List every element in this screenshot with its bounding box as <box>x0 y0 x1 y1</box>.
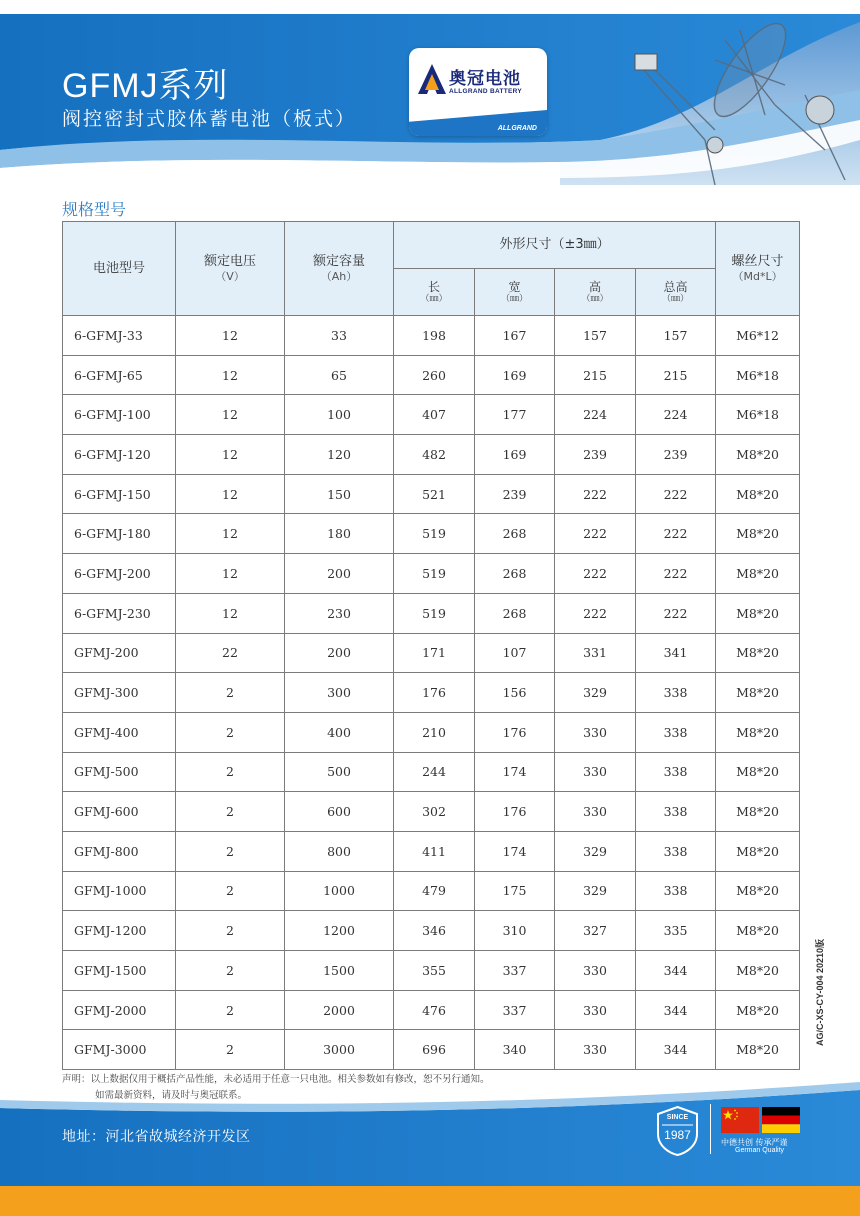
header-dimensions-label: 外形尺寸（±3㎜） <box>499 237 610 252</box>
header-length <box>394 269 475 316</box>
cell-width: 337 <box>475 990 555 1030</box>
cell-total-height: 344 <box>636 951 716 991</box>
cell-height: 327 <box>555 911 636 951</box>
cell-width: 239 <box>475 474 555 514</box>
table-row <box>63 355 800 395</box>
cell-capacity: 120 <box>285 435 394 475</box>
cell-length: 244 <box>394 752 475 792</box>
table-row <box>63 633 800 673</box>
table-row <box>63 316 800 356</box>
cell-screw: M8*20 <box>716 673 800 713</box>
cell-width: 175 <box>475 871 555 911</box>
cell-voltage: 2 <box>176 1030 285 1070</box>
cell-total-height: 344 <box>636 1030 716 1070</box>
cell-height: 215 <box>555 355 636 395</box>
cell-voltage: 22 <box>176 633 285 673</box>
cell-width: 174 <box>475 831 555 871</box>
table-row <box>63 990 800 1030</box>
table-row <box>63 593 800 633</box>
cell-length: 479 <box>394 871 475 911</box>
cell-voltage: 2 <box>176 951 285 991</box>
header-height-unit: （㎜） <box>581 293 609 304</box>
since-label: SINCE <box>666 1114 689 1121</box>
quality-slogan-cn: 中德共创 传承严谨 <box>721 1138 788 1147</box>
header-screw-unit: （Md*L） <box>732 270 783 283</box>
cell-screw: M8*20 <box>716 752 800 792</box>
cell-total-height: 338 <box>636 831 716 871</box>
cell-height: 330 <box>555 792 636 832</box>
cell-length: 482 <box>394 435 475 475</box>
cell-total-height: 341 <box>636 633 716 673</box>
cell-screw: M8*20 <box>716 871 800 911</box>
table-row <box>63 395 800 435</box>
brand-logo <box>409 48 547 136</box>
cell-capacity: 2000 <box>285 990 394 1030</box>
since-year: 1987 <box>664 1128 691 1142</box>
cell-screw: M8*20 <box>716 792 800 832</box>
spec-table <box>62 221 800 1070</box>
cell-voltage: 2 <box>176 911 285 951</box>
cell-model: GFMJ-1200 <box>63 911 176 951</box>
cell-screw: M8*20 <box>716 911 800 951</box>
cell-model: GFMJ-1000 <box>63 871 176 911</box>
cell-capacity: 180 <box>285 514 394 554</box>
cell-total-height: 239 <box>636 435 716 475</box>
cell-length: 519 <box>394 514 475 554</box>
cell-length: 176 <box>394 673 475 713</box>
header-capacity-unit: （Ah） <box>320 270 358 283</box>
cell-voltage: 12 <box>176 554 285 594</box>
header-dimensions <box>394 222 716 269</box>
header-screw-label: 螺丝尺寸 <box>731 254 784 269</box>
cell-length: 355 <box>394 951 475 991</box>
cell-voltage: 12 <box>176 395 285 435</box>
table-row <box>63 435 800 475</box>
cell-width: 268 <box>475 554 555 594</box>
cell-width: 176 <box>475 712 555 752</box>
table-row <box>63 712 800 752</box>
cell-voltage: 2 <box>176 752 285 792</box>
cell-length: 346 <box>394 911 475 951</box>
cell-total-height: 338 <box>636 871 716 911</box>
cell-height: 330 <box>555 712 636 752</box>
contact-note: 如需最新资料，请及时与奥冠联系。 <box>95 1090 248 1101</box>
table-row <box>63 831 800 871</box>
cell-length: 302 <box>394 792 475 832</box>
logo-name-en: ALLGRAND BATTERY <box>449 88 523 95</box>
table-row <box>63 911 800 951</box>
cell-screw: M8*20 <box>716 593 800 633</box>
table-row <box>63 474 800 514</box>
cell-screw: M8*20 <box>716 435 800 475</box>
cell-screw: M8*20 <box>716 831 800 871</box>
cell-total-height: 222 <box>636 474 716 514</box>
header-width-unit: （㎜） <box>500 293 528 304</box>
cell-model: GFMJ-600 <box>63 792 176 832</box>
logo-band-text: ALLGRAND <box>497 125 537 132</box>
header-voltage-unit: （V） <box>215 270 245 283</box>
cell-model: GFMJ-400 <box>63 712 176 752</box>
cell-capacity: 65 <box>285 355 394 395</box>
cell-total-height: 344 <box>636 990 716 1030</box>
cell-capacity: 300 <box>285 673 394 713</box>
cell-voltage: 12 <box>176 435 285 475</box>
cell-capacity: 600 <box>285 792 394 832</box>
footer-address: 地址：河北省故城经济开发区 <box>62 1129 251 1145</box>
cell-total-height: 338 <box>636 712 716 752</box>
header-capacity-label: 额定容量 <box>312 254 365 269</box>
cell-screw: M8*20 <box>716 554 800 594</box>
cell-width: 177 <box>475 395 555 435</box>
cell-height: 330 <box>555 951 636 991</box>
cell-total-height: 338 <box>636 673 716 713</box>
header-width-label: 宽 <box>508 279 521 294</box>
cell-capacity: 1000 <box>285 871 394 911</box>
cell-length: 696 <box>394 1030 475 1070</box>
cell-length: 407 <box>394 395 475 435</box>
cell-voltage: 12 <box>176 514 285 554</box>
cell-model: 6-GFMJ-150 <box>63 474 176 514</box>
cell-width: 268 <box>475 514 555 554</box>
cell-screw: M8*20 <box>716 514 800 554</box>
cell-height: 222 <box>555 593 636 633</box>
table-row <box>63 554 800 594</box>
cell-length: 476 <box>394 990 475 1030</box>
cell-width: 167 <box>475 316 555 356</box>
cell-model: 6-GFMJ-120 <box>63 435 176 475</box>
logo-band <box>409 110 547 136</box>
allgrand-logo-mark-icon <box>417 62 447 96</box>
header-model <box>63 222 176 316</box>
header-total-height <box>636 269 716 316</box>
cell-capacity: 1200 <box>285 911 394 951</box>
page-header <box>0 0 860 185</box>
cell-total-height: 157 <box>636 316 716 356</box>
cell-voltage: 12 <box>176 316 285 356</box>
header-length-label: 长 <box>427 279 440 294</box>
cell-width: 107 <box>475 633 555 673</box>
cell-screw: M8*20 <box>716 1030 800 1070</box>
cell-height: 239 <box>555 435 636 475</box>
cell-model: 6-GFMJ-100 <box>63 395 176 435</box>
cell-model: 6-GFMJ-33 <box>63 316 176 356</box>
cell-length: 519 <box>394 554 475 594</box>
cell-capacity: 200 <box>285 554 394 594</box>
header-model-label: 电池型号 <box>92 260 145 276</box>
header-total-height-unit: （㎜） <box>662 293 690 304</box>
table-row <box>63 871 800 911</box>
cell-height: 157 <box>555 316 636 356</box>
series-subtitle: 阀控密封式胶体蓄电池（板式） <box>62 108 357 130</box>
cell-total-height: 215 <box>636 355 716 395</box>
cell-voltage: 2 <box>176 712 285 752</box>
cell-length: 519 <box>394 593 475 633</box>
cell-screw: M8*20 <box>716 633 800 673</box>
cell-model: 6-GFMJ-230 <box>63 593 176 633</box>
cell-height: 329 <box>555 871 636 911</box>
cell-voltage: 12 <box>176 355 285 395</box>
header-height <box>555 269 636 316</box>
logo-name-cn: 奥冠电池 <box>449 69 521 89</box>
header-width <box>475 269 555 316</box>
cell-width: 310 <box>475 911 555 951</box>
cell-model: 6-GFMJ-65 <box>63 355 176 395</box>
header-capacity <box>285 222 394 316</box>
header-voltage <box>176 222 285 316</box>
cell-height: 330 <box>555 752 636 792</box>
cell-voltage: 2 <box>176 871 285 911</box>
cell-voltage: 12 <box>176 474 285 514</box>
cell-capacity: 800 <box>285 831 394 871</box>
cell-width: 174 <box>475 752 555 792</box>
germany-flag-icon <box>762 1107 800 1133</box>
cell-voltage: 2 <box>176 792 285 832</box>
cell-total-height: 222 <box>636 514 716 554</box>
cell-width: 176 <box>475 792 555 832</box>
cell-width: 268 <box>475 593 555 633</box>
header-screw <box>716 222 800 316</box>
document-code: AG/C-XS-CY-004 20210版 <box>815 938 825 1046</box>
cell-height: 330 <box>555 990 636 1030</box>
cell-length: 411 <box>394 831 475 871</box>
table-body <box>63 316 800 1070</box>
cell-width: 340 <box>475 1030 555 1070</box>
cell-height: 222 <box>555 514 636 554</box>
cell-model: GFMJ-200 <box>63 633 176 673</box>
table-row <box>63 514 800 554</box>
cell-capacity: 200 <box>285 633 394 673</box>
disclaimer-note: 声明：以上数据仅用于概括产品性能，未必适用于任意一只电池。相关参数如有修改，恕不另行通知。 <box>62 1074 490 1085</box>
cell-screw: M8*20 <box>716 474 800 514</box>
cell-capacity: 33 <box>285 316 394 356</box>
series-title: GFMJ系列 <box>62 67 229 105</box>
header-voltage-label: 额定电压 <box>203 254 256 269</box>
section-title: 规格型号 <box>62 200 127 219</box>
cell-voltage: 2 <box>176 831 285 871</box>
cell-screw: M6*12 <box>716 316 800 356</box>
cell-height: 222 <box>555 554 636 594</box>
cell-total-height: 335 <box>636 911 716 951</box>
cell-model: GFMJ-1500 <box>63 951 176 991</box>
cell-capacity: 400 <box>285 712 394 752</box>
cell-model: GFMJ-3000 <box>63 1030 176 1070</box>
cell-screw: M6*18 <box>716 395 800 435</box>
cell-screw: M8*20 <box>716 990 800 1030</box>
cell-model: GFMJ-300 <box>63 673 176 713</box>
quality-slogan-en: German Quality <box>735 1147 785 1154</box>
cell-total-height: 222 <box>636 593 716 633</box>
table-header <box>63 222 800 316</box>
cell-capacity: 3000 <box>285 1030 394 1070</box>
cell-model: GFMJ-800 <box>63 831 176 871</box>
header-total-height-label: 总高 <box>663 279 688 294</box>
cell-capacity: 1500 <box>285 951 394 991</box>
footer-divider <box>710 1104 711 1154</box>
table-row <box>63 752 800 792</box>
cell-model: GFMJ-2000 <box>63 990 176 1030</box>
cell-length: 210 <box>394 712 475 752</box>
cell-height: 330 <box>555 1030 636 1070</box>
table-row <box>63 792 800 832</box>
table-row <box>63 673 800 713</box>
cell-height: 329 <box>555 831 636 871</box>
cell-total-height: 222 <box>636 554 716 594</box>
cell-length: 171 <box>394 633 475 673</box>
cell-total-height: 224 <box>636 395 716 435</box>
satellite-dish-photo <box>575 0 860 185</box>
cell-height: 222 <box>555 474 636 514</box>
cell-screw: M8*20 <box>716 712 800 752</box>
cell-voltage: 2 <box>176 673 285 713</box>
cell-width: 169 <box>475 435 555 475</box>
cell-width: 156 <box>475 673 555 713</box>
cell-voltage: 2 <box>176 990 285 1030</box>
cell-model: 6-GFMJ-180 <box>63 514 176 554</box>
header-height-label: 高 <box>588 279 601 294</box>
cell-capacity: 150 <box>285 474 394 514</box>
cell-capacity: 100 <box>285 395 394 435</box>
cell-model: 6-GFMJ-200 <box>63 554 176 594</box>
cell-length: 521 <box>394 474 475 514</box>
cell-total-height: 338 <box>636 752 716 792</box>
cell-total-height: 338 <box>636 792 716 832</box>
cell-height: 331 <box>555 633 636 673</box>
cell-width: 169 <box>475 355 555 395</box>
cell-width: 337 <box>475 951 555 991</box>
cell-height: 224 <box>555 395 636 435</box>
china-flag-icon <box>721 1107 759 1133</box>
cell-screw: M8*20 <box>716 951 800 991</box>
cell-capacity: 500 <box>285 752 394 792</box>
cell-height: 329 <box>555 673 636 713</box>
table-row <box>63 951 800 991</box>
cell-capacity: 230 <box>285 593 394 633</box>
cell-length: 260 <box>394 355 475 395</box>
cell-length: 198 <box>394 316 475 356</box>
cell-screw: M6*18 <box>716 355 800 395</box>
cell-model: GFMJ-500 <box>63 752 176 792</box>
cell-voltage: 12 <box>176 593 285 633</box>
header-length-unit: （㎜） <box>420 293 448 304</box>
